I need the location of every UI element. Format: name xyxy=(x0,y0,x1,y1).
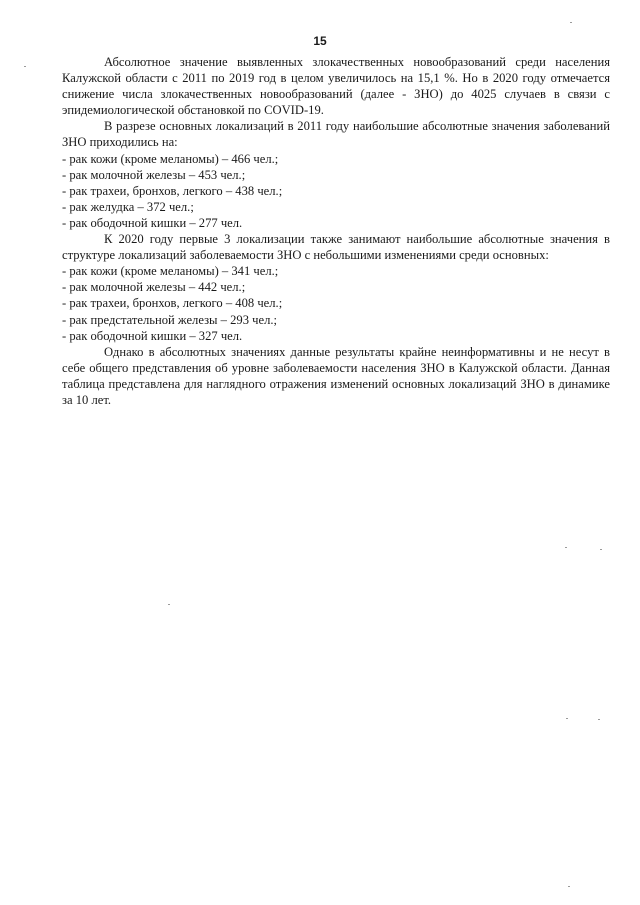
list-2020-localizations xyxy=(62,263,610,343)
scan-speck xyxy=(598,719,600,720)
list-item: - рак трахеи, бронхов, легкого – 438 чел.; xyxy=(62,183,283,198)
paragraph-trend: Абсолютное значение выявленных злокачественных новообразований среди населения Калужской области с 2011 по 2019 год в целом увеличилось на 15,1 %. Но в 2020 году отмечается снижение числа злокачественных новообразований (далее - ЗНО) до 4025 случаев в связи с эпидемиологической обстановкой по COVID-19. xyxy=(62,55,610,118)
scan-speck xyxy=(570,22,572,23)
list-item: - рак желудка – 372 чел.; xyxy=(62,199,194,214)
scan-speck xyxy=(566,718,568,719)
list-item: - рак кожи (кроме меланомы) – 341 чел.; xyxy=(62,264,279,279)
list-item: - рак ободочной кишки – 277 чел. xyxy=(62,215,243,230)
page-number: 15 xyxy=(313,34,327,48)
paragraph-conclusion: Однако в абсолютных значениях данные результаты крайне неинформативны и не несут в себе общего представления об уровне заболеваемости населения ЗНО в Калужской области. Данная таблица представлена для наглядного отражения изменений основных локализаций ЗНО в динамике за 10 лет. xyxy=(62,344,610,407)
list-item: - рак трахеи, бронхов, легкого – 408 чел.; xyxy=(62,296,283,311)
paragraph-2011-intro: В разрезе основных локализаций в 2011 году наибольшие абсолютные значения заболеваний ЗНО приходились на: xyxy=(62,119,610,150)
scan-speck xyxy=(600,549,602,550)
paragraph-2020-intro: К 2020 году первые 3 локализации также занимают наибольшие абсолютные значения в структуре локализаций заболеваемости ЗНО с небольшими изменениями среди основных: xyxy=(62,232,610,263)
list-item: - рак предстательной железы – 293 чел.; xyxy=(62,312,277,327)
scan-speck xyxy=(565,547,567,548)
scan-speck xyxy=(168,604,170,605)
list-item: - рак ободочной кишки – 327 чел. xyxy=(62,328,243,343)
list-item: - рак кожи (кроме меланомы) – 466 чел.; xyxy=(62,151,279,166)
list-2011-localizations xyxy=(62,151,610,231)
scan-speck xyxy=(24,66,26,67)
list-item: - рак молочной железы – 442 чел.; xyxy=(62,280,246,295)
list-item: - рак молочной железы – 453 чел.; xyxy=(62,167,246,182)
document-body xyxy=(62,54,610,408)
scan-speck xyxy=(568,886,570,887)
